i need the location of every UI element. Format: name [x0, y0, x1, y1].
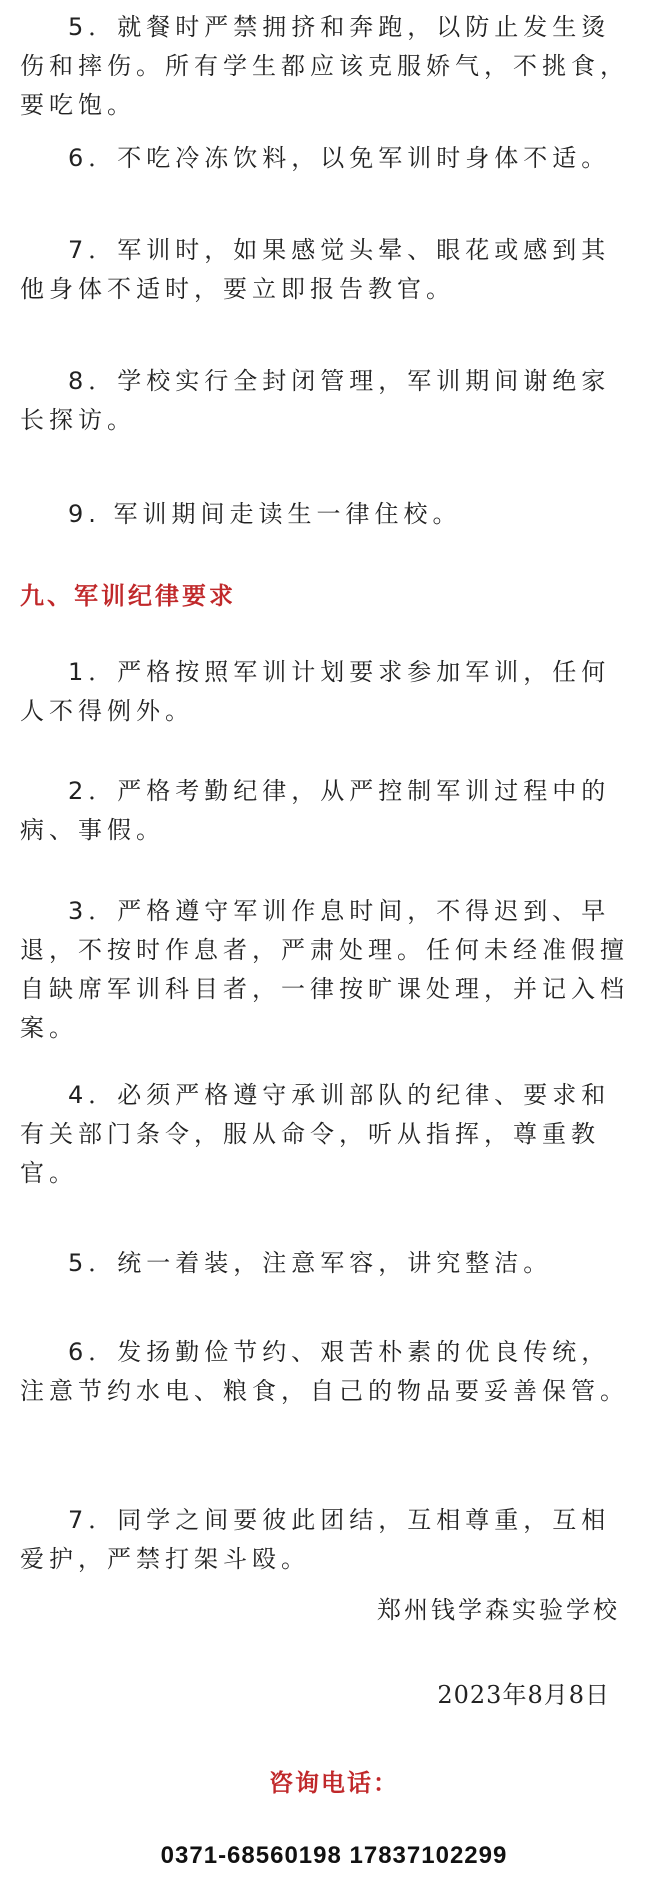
rule-paragraph: 6．不吃冷冻饮料，以免军训时身体不适。 — [68, 144, 611, 172]
contact-label: 咨询电话： — [269, 1769, 399, 1797]
contact-phone-numbers: 0371-68560198 17837102299 — [160, 1842, 508, 1869]
discipline-item: 5．统一着装，注意军容，讲究整洁。 — [68, 1249, 553, 1277]
rule-paragraph: 7．军训时，如果感觉头晕、眼花或感到其他身体不适时，要立即报告教官。 — [20, 236, 611, 303]
rule-paragraph: 5．就餐时严禁拥挤和奔跑，以防止发生烫伤和摔伤。所有学生都应该克服娇气，不挑食，要吃饱。 — [20, 13, 629, 119]
issue-date: 2023年8月8日 — [437, 1681, 610, 1709]
discipline-item: 4．必须严格遵守承训部队的纪律、要求和有关部门条令，服从命令，听从指挥，尊重教官。 — [20, 1081, 611, 1187]
discipline-item: 1．严格按照军训计划要求参加军训，任何人不得例外。 — [20, 658, 611, 725]
section-title: 九、军训纪律要求 — [20, 582, 236, 610]
discipline-item: 6．发扬勤俭节约、艰苦朴素的优良传统，注意节约水电、粮食，自己的物品要妥善保管。 — [20, 1338, 629, 1405]
discipline-item: 2．严格考勤纪律，从严控制军训过程中的病、事假。 — [20, 777, 611, 844]
discipline-item: 3．严格遵守军训作息时间，不得迟到、早退，不按时作息者，严肃处理。任何未经准假擅自缺席军训科目者，一律按旷课处理，并记入档案。 — [20, 897, 629, 1042]
rule-paragraph: 9. 军训期间走读生一律住校。 — [68, 500, 462, 528]
discipline-item: 7．同学之间要彼此团结，互相尊重，互相爱护，严禁打架斗殴。 — [20, 1506, 611, 1573]
school-signature: 郑州钱学森实验学校 — [377, 1596, 620, 1624]
rule-paragraph: 8．学校实行全封闭管理，军训期间谢绝家长探访。 — [20, 367, 611, 434]
